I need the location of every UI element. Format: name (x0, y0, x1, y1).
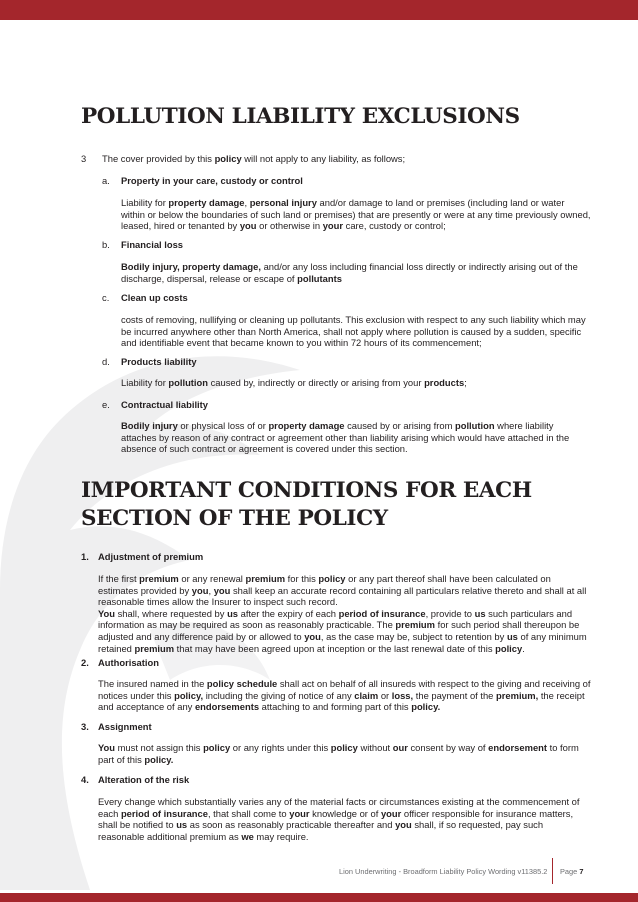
footer-page-number: 7 (579, 867, 584, 876)
footer-page-label: Page (560, 867, 578, 876)
condition-number-4: 4. (81, 774, 89, 785)
condition-heading-1: Adjustment of premium (98, 551, 204, 562)
item-heading-c: Clean up costs (121, 292, 188, 303)
item-letter-e: e. (102, 399, 110, 410)
condition-heading-4: Alteration of the risk (98, 774, 190, 785)
condition-number-1: 1. (81, 551, 89, 562)
condition-text-2: The insured named in the policy schedule shall act on behalf of all insureds with respect to the giving and receiving of notices under this policy, including the giving of notice of any claim or loss, the payment of the premium, the receipt and acceptance of any endorsements attaching to and forming part of this policy. (98, 678, 591, 713)
clause-number: 3 (81, 153, 87, 164)
condition-text-4: Every change which substantially varies any of the material facts or circumstances existing at the commencement of each period of insurance, that shall come to your knowledge or of your officer responsible for insurance matters, shall be notified to us as soon as reasonably practicable thereafter and you shall, if so requested, pay such reasonable additional premium as we may require. (98, 796, 580, 842)
footer-document-title: Lion Underwriting - Broadform Liability Policy Wording v11385.2 (339, 867, 548, 876)
item-letter-c: c. (102, 292, 110, 303)
section-title-conditions: IMPORTANT CONDITIONS FOR EACH SECTION OF THE POLICY (81, 478, 532, 531)
footer-page (560, 867, 583, 876)
item-heading-a: Property in your care, custody or control (121, 175, 303, 186)
item-heading-d: Products liability (121, 356, 197, 367)
bottom-accent-bar (0, 893, 638, 902)
clause-intro: The cover provided by this policy will not apply to any liability, as follows; (102, 153, 406, 164)
condition-heading-2: Authorisation (98, 657, 159, 668)
section-title-pollution: POLLUTION LIABILITY EXCLUSIONS (81, 104, 520, 129)
item-text-c: costs of removing, nullifying or cleaning up pollutants. This exclusion with respect to any such liability which may be incurred anywhere other than North America, shall not apply where pollution is caused by a sudden, specific and identifiable event that became known to you within 72 hours of its commencement; (121, 314, 586, 349)
item-text-e: Bodily injury or physical loss of or property damage caused by or arising from pollution where liability attaches by reason of any contract or agreement other than liability arising which would have attached in the absence of such contract or agreement is covered under this section. (121, 420, 570, 455)
item-text-a: Liability for property damage, personal injury and/or damage to land or premises (including land or water within or below the boundaries of such land or premises) that are presently or were at any time previously owned, leased, hired or tenanted by you or otherwise in your care, custody or control; (121, 197, 591, 232)
condition-number-3: 3. (81, 721, 89, 732)
item-heading-e: Contractual liability (121, 399, 208, 410)
item-text-d: Liability for pollution caused by, indirectly or directly or arising from your products; (121, 377, 467, 388)
condition-heading-3: Assignment (98, 721, 152, 732)
condition-number-2: 2. (81, 657, 89, 668)
item-letter-d: d. (102, 356, 110, 367)
item-letter-a: a. (102, 175, 110, 186)
item-letter-b: b. (102, 239, 110, 250)
footer-divider (552, 858, 553, 884)
item-heading-b: Financial loss (121, 239, 183, 250)
item-text-b: Bodily injury, property damage, and/or any loss including financial loss directly or indirectly arising out of the discharge, dispersal, release or escape of pollutants (121, 261, 578, 284)
condition-text-1: If the first premium or any renewal premium for this policy or any part thereof shall have been calculated on estimates provided by you, you shall keep an accurate record containing all particulars relative thereto and shall at all reasonable times allow the Insurer to inspect such record. You shall, where requested by us after the expiry of each period of insurance, provide to us such particulars and information as may be required as soon as reasonably practicable. The premium for such period shall thereupon be adjusted and any difference paid by or allowed to you, as the case may be, subject to retention by us of any minimum retained premium that may have been agreed upon at inception or the last renewal date of this policy. (98, 573, 587, 654)
condition-text-3: You must not assign this policy or any rights under this policy without our consent by way of endorsement to form part of this policy. (98, 742, 579, 765)
top-accent-bar (0, 0, 638, 20)
